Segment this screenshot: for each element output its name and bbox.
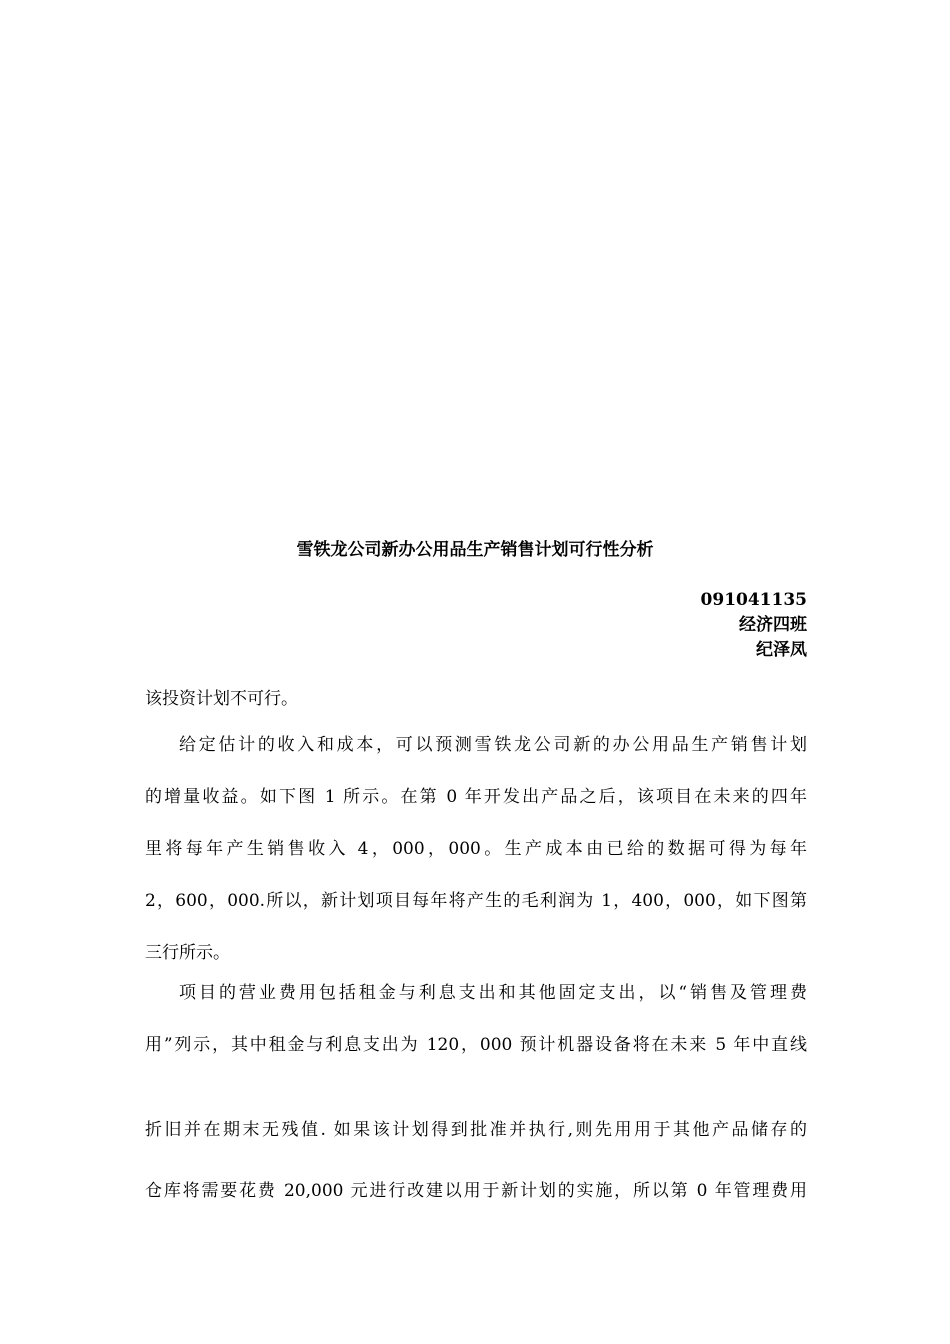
- paragraph-line: 里将每年产生销售收入 4，000，000。生产成本由已给的数据可得为每年: [145, 839, 807, 859]
- paragraph-line: 折旧并在期末无残值. 如果该计划得到批准并执行,则先用用于其他产品储存的: [145, 1120, 807, 1140]
- paragraph-line: 仓库将需要花费 20,000 元进行改建以用于新计划的实施，所以第 0 年管理费用: [145, 1181, 807, 1201]
- paragraph-line: 2，600，000.所以，新计划项目每年将产生的毛利润为 1，400，000，如下图第: [145, 891, 807, 911]
- class-name: 经济四班: [739, 615, 807, 635]
- paragraph-expenses: [145, 980, 807, 1084]
- conclusion-text: 该投资计划不可行。: [145, 689, 298, 709]
- paragraph-line: 三行所示。: [145, 943, 230, 963]
- paragraph-revenue: [145, 732, 807, 992]
- author-info: [701, 588, 807, 663]
- student-id: 091041135: [700, 590, 807, 610]
- paragraph-line: 的增量收益。如下图 1 所示。在第 0 年开发出产品之后，该项目在未来的四年: [145, 787, 807, 807]
- paragraph-line: 给定估计的收入和成本，可以预测雪铁龙公司新的办公用品生产销售计划: [179, 735, 807, 755]
- paragraph-line: 项目的营业费用包括租金与利息支出和其他固定支出，以“销售及管理费: [179, 983, 807, 1003]
- author-name: 纪泽凤: [756, 640, 807, 660]
- paragraph-line: 用”列示，其中租金与利息支出为 120，000 预计机器设备将在未来 5 年中直线: [145, 1035, 807, 1055]
- document-title: 雪铁龙公司新办公用品生产销售计划可行性分析: [296, 540, 654, 560]
